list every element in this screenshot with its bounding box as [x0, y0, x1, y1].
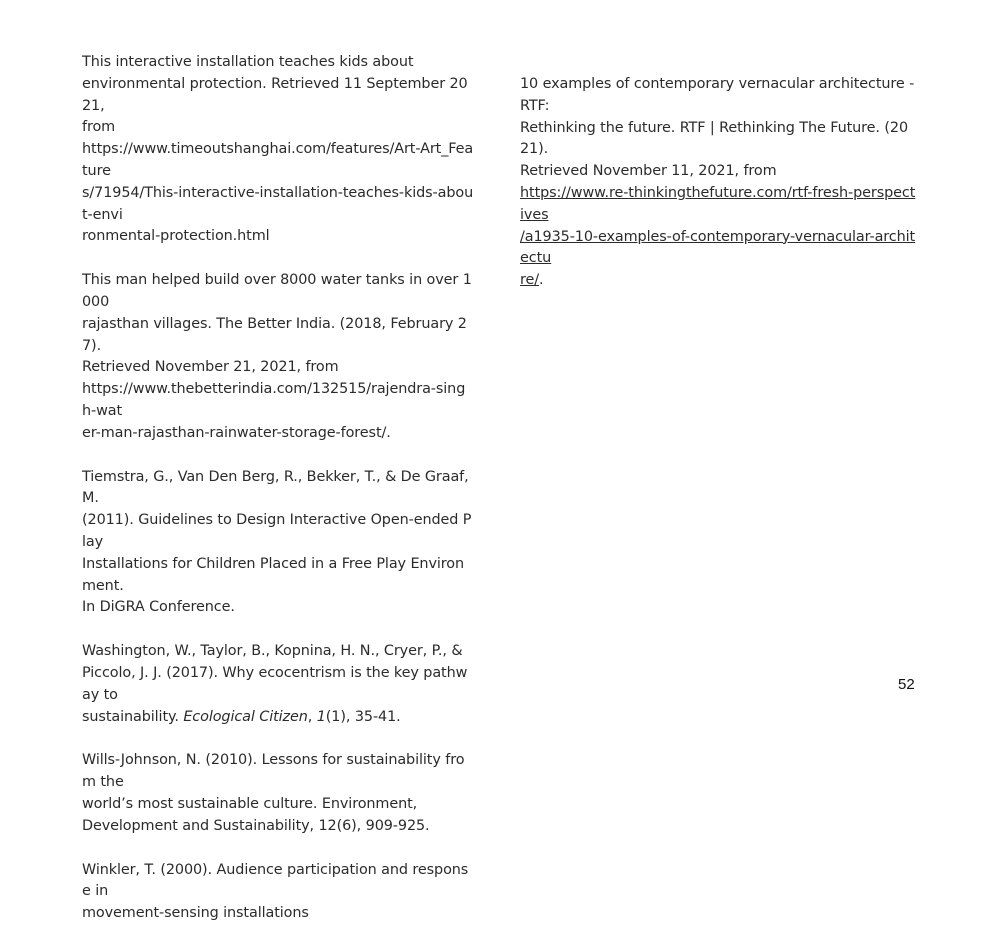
reference-wills-johnson: Wills-Johnson, N. (2010). Lessons for sustainability from the world’s most sustainable culture. Environment, Development and Sustainability, 12(6), 909-925. [82, 752, 465, 834]
reference-rtf-text: 10 examples of contemporary vernacular architecture - RTF: Rethinking the future. RTF | Rethinking The Future. (2021). Retrieved November 11, 2021, from [520, 76, 915, 180]
reference-timeout-shanghai: This interactive installation teaches kids about environmental protection. Retrieved 11 September 2021, from https://www.timeoutshanghai.com/features/Art-Art_Feature s/71954/This-interactive-installation-teaches-kids-about-envi ronmental-protection.html [82, 54, 474, 245]
reference-washington-rest: (1), 35-41. [325, 708, 401, 725]
reference-better-india: This man helped build over 8000 water tanks in over 1000 rajasthan villages. The Better India. (2018, February 27). Retrieved November 21, 2021, from https://www.thebetterindia.com/132515/rajendra-singh-wat er-man-rajasthan-rainwater-storage-forest/. [82, 272, 472, 441]
reference-winkler: Winkler, T. (2000). Audience participation and response in movement-sensing installations [82, 861, 469, 922]
reference-washington-volume: 1 [316, 708, 326, 725]
reference-rtf-end: . [539, 272, 544, 289]
reference-washington-journal: Ecological Citizen [183, 708, 308, 725]
page-number: 52 [898, 676, 915, 693]
reference-washington-sep: , [307, 708, 317, 725]
references-left-column [82, 52, 474, 925]
reference-rtf-link[interactable]: https://www.re-thinkingthefuture.com/rtf-fresh-perspectives /a1935-10-examples-of-contemporary-vernacular-architectu re/ [520, 184, 916, 289]
reference-tiemstra: Tiemstra, G., Van Den Berg, R., Bekker, T., & De Graaf, M. (2011). Guidelines to Design Interactive Open-ended Play Installations for Children Placed in a Free Play Environment. In DiGRA Conference. [82, 468, 472, 616]
references-right-column [520, 74, 916, 292]
reference-washington [82, 641, 474, 728]
reference-washington-text: Washington, W., Taylor, B., Kopnina, H. N., Cryer, P., & Piccolo, J. J. (2017). Why ecocentrism is the key pathway to sustainability. [82, 643, 468, 725]
reference-rtf [520, 74, 916, 292]
